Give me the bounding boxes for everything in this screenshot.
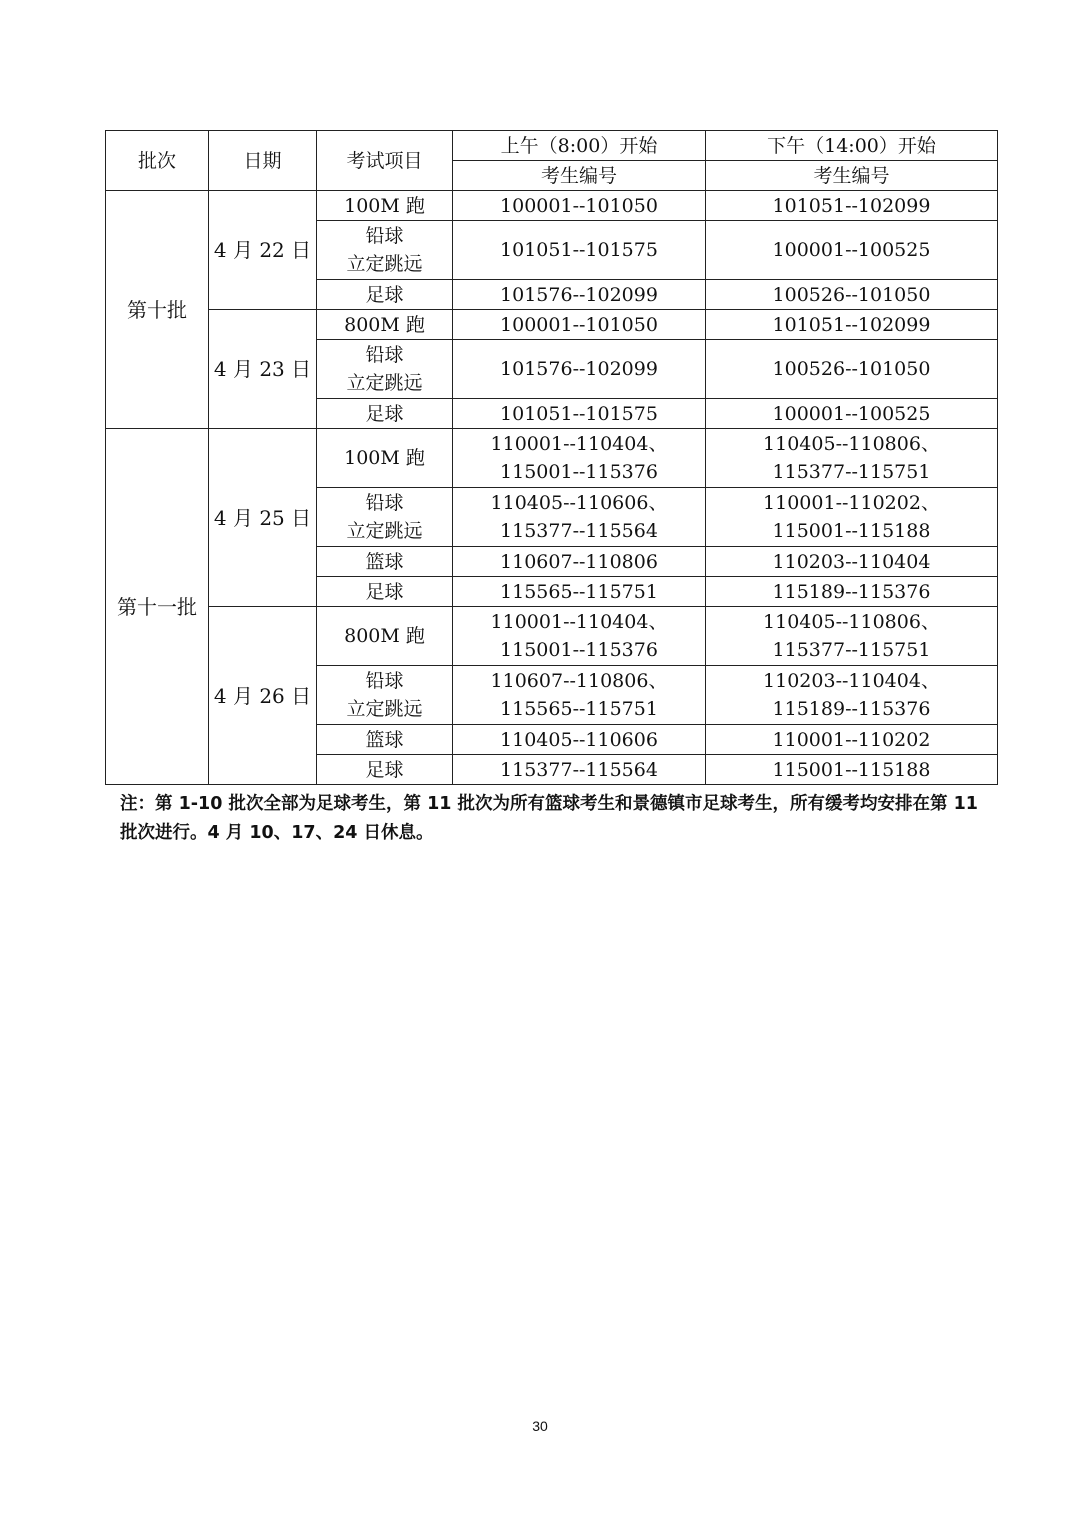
exam-item-cell-line: 立定跳远 (346, 372, 423, 394)
morning-range-cell (453, 310, 706, 340)
afternoon-range-cell (706, 429, 998, 488)
afternoon-range-cell (706, 340, 998, 399)
header-exam-item: 考试项目 (317, 131, 453, 191)
table-row (106, 607, 998, 666)
header-afternoon: 下午（14:00）开始 (706, 131, 998, 161)
morning-range-cell-line: 100001--101050 (500, 313, 658, 336)
exam-item-cell-line: 800M 跑 (344, 313, 425, 336)
afternoon-range-cell-line: 100526--101050 (772, 358, 931, 380)
exam-item-cell-line: 篮球 (365, 550, 404, 573)
exam-item-cell-line: 铅球 (365, 225, 404, 247)
morning-range-cell-line: 101051--101575 (500, 239, 658, 261)
morning-range-cell (453, 755, 706, 785)
afternoon-range-cell-line: 115377--115751 (772, 639, 931, 661)
exam-item-cell-line: 800M 跑 (344, 625, 425, 647)
exam-item-cell-line: 立定跳远 (346, 698, 423, 720)
header-batch: 批次 (106, 131, 209, 191)
afternoon-range-cell-line: 115189--115376 (772, 580, 931, 603)
afternoon-range-cell-line: 101051--102099 (772, 313, 931, 336)
morning-range-cell (453, 191, 706, 221)
morning-range-cell-line: 110607--110806 (500, 550, 658, 573)
afternoon-range-cell (706, 666, 998, 725)
batch-name-cell: 第十一批 (106, 429, 209, 785)
afternoon-range-cell-line: 100001--100525 (772, 239, 931, 261)
exam-item-cell (317, 607, 453, 666)
morning-range-cell-line: 101576--102099 (500, 283, 658, 306)
header-date: 日期 (209, 131, 317, 191)
afternoon-range-cell-line: 100001--100525 (772, 402, 931, 425)
exam-item-cell (317, 725, 453, 755)
morning-range-cell (453, 280, 706, 310)
afternoon-range-cell (706, 280, 998, 310)
afternoon-range-cell-line: 115377--115751 (772, 461, 931, 483)
morning-range-cell-line: 110405--110606、 (490, 492, 668, 514)
exam-item-cell-line: 铅球 (365, 670, 404, 692)
afternoon-range-cell-line: 110405--110806、 (763, 611, 940, 633)
exam-item-cell (317, 340, 453, 399)
header-afternoon-candidate-no: 考生编号 (706, 161, 998, 191)
morning-range-cell (453, 221, 706, 280)
batch-name-cell: 第十批 (106, 191, 209, 429)
date-cell: 4 月 25 日 (209, 429, 317, 607)
exam-item-cell (317, 666, 453, 725)
morning-range-cell-line: 101051--101575 (500, 402, 658, 425)
afternoon-range-cell-line: 110001--110202 (772, 728, 931, 751)
table-row (106, 429, 998, 488)
exam-item-cell-line: 足球 (365, 758, 404, 781)
exam-item-cell (317, 488, 453, 547)
page-number: 30 (532, 1418, 548, 1434)
exam-item-cell-line: 足球 (365, 580, 404, 603)
afternoon-range-cell (706, 725, 998, 755)
morning-range-cell (453, 488, 706, 547)
header-morning-candidate-no: 考生编号 (453, 161, 706, 191)
morning-range-cell-line: 115377--115564 (500, 758, 658, 781)
exam-item-cell-line: 100M 跑 (344, 194, 425, 217)
afternoon-range-cell-line: 110405--110806、 (763, 433, 940, 455)
morning-range-cell-line: 110001--110404、 (490, 433, 668, 455)
morning-range-cell (453, 577, 706, 607)
morning-range-cell-line: 115565--115751 (500, 580, 658, 603)
exam-item-cell (317, 191, 453, 221)
exam-item-cell-line: 铅球 (365, 492, 404, 514)
afternoon-range-cell (706, 755, 998, 785)
morning-range-cell (453, 399, 706, 429)
afternoon-range-cell (706, 607, 998, 666)
footnote: 注：第 1-10 批次全部为足球考生，第 11 批次为所有篮球考生和景德镇市足球考生，所有缓考均安排在第 11 批次进行。4 月 10、17、24 日休息。 (120, 794, 978, 843)
header-morning: 上午（8:00）开始 (453, 131, 706, 161)
morning-range-cell (453, 547, 706, 577)
exam-item-cell-line: 100M 跑 (344, 447, 425, 469)
afternoon-range-cell-line: 110001--110202、 (763, 492, 940, 514)
morning-range-cell (453, 725, 706, 755)
exam-item-cell (317, 310, 453, 340)
exam-item-cell (317, 755, 453, 785)
morning-range-cell-line: 115377--115564 (500, 520, 658, 542)
table-row (106, 310, 998, 340)
morning-range-cell (453, 429, 706, 488)
date-cell: 4 月 23 日 (209, 310, 317, 429)
afternoon-range-cell-line: 115001--115188 (772, 758, 931, 781)
exam-item-cell (317, 280, 453, 310)
exam-item-cell-line: 铅球 (365, 344, 404, 366)
exam-item-cell (317, 221, 453, 280)
morning-range-cell (453, 666, 706, 725)
morning-range-cell-line: 100001--101050 (500, 194, 658, 217)
afternoon-range-cell-line: 110203--110404 (772, 550, 931, 573)
afternoon-range-cell-line: 115001--115188 (772, 520, 931, 542)
afternoon-range-cell (706, 547, 998, 577)
afternoon-range-cell-line: 101051--102099 (772, 194, 931, 217)
date-cell: 4 月 26 日 (209, 607, 317, 785)
afternoon-range-cell (706, 488, 998, 547)
afternoon-range-cell (706, 310, 998, 340)
exam-item-cell (317, 399, 453, 429)
exam-item-cell-line: 足球 (365, 283, 404, 306)
exam-item-cell (317, 547, 453, 577)
morning-range-cell-line: 110607--110806、 (490, 670, 668, 692)
exam-item-cell-line: 篮球 (365, 728, 404, 751)
morning-range-cell (453, 340, 706, 399)
morning-range-cell (453, 607, 706, 666)
schedule-body (106, 191, 998, 785)
exam-item-cell (317, 429, 453, 488)
afternoon-range-cell (706, 399, 998, 429)
date-cell: 4 月 22 日 (209, 191, 317, 310)
afternoon-range-cell (706, 221, 998, 280)
exam-item-cell-line: 立定跳远 (346, 520, 423, 542)
exam-schedule-table (105, 130, 998, 785)
morning-range-cell-line: 115001--115376 (500, 461, 658, 483)
table-row (106, 191, 998, 221)
morning-range-cell-line: 101576--102099 (500, 358, 658, 380)
morning-range-cell-line: 110405--110606 (500, 728, 658, 751)
exam-item-cell (317, 577, 453, 607)
afternoon-range-cell-line: 100526--101050 (772, 283, 931, 306)
morning-range-cell-line: 115565--115751 (500, 698, 658, 720)
exam-item-cell-line: 立定跳远 (346, 253, 423, 275)
morning-range-cell-line: 115001--115376 (500, 639, 658, 661)
afternoon-range-cell (706, 191, 998, 221)
morning-range-cell-line: 110001--110404、 (490, 611, 668, 633)
exam-item-cell-line: 足球 (365, 402, 404, 425)
afternoon-range-cell-line: 110203--110404、 (763, 670, 940, 692)
afternoon-range-cell-line: 115189--115376 (772, 698, 931, 720)
afternoon-range-cell (706, 577, 998, 607)
